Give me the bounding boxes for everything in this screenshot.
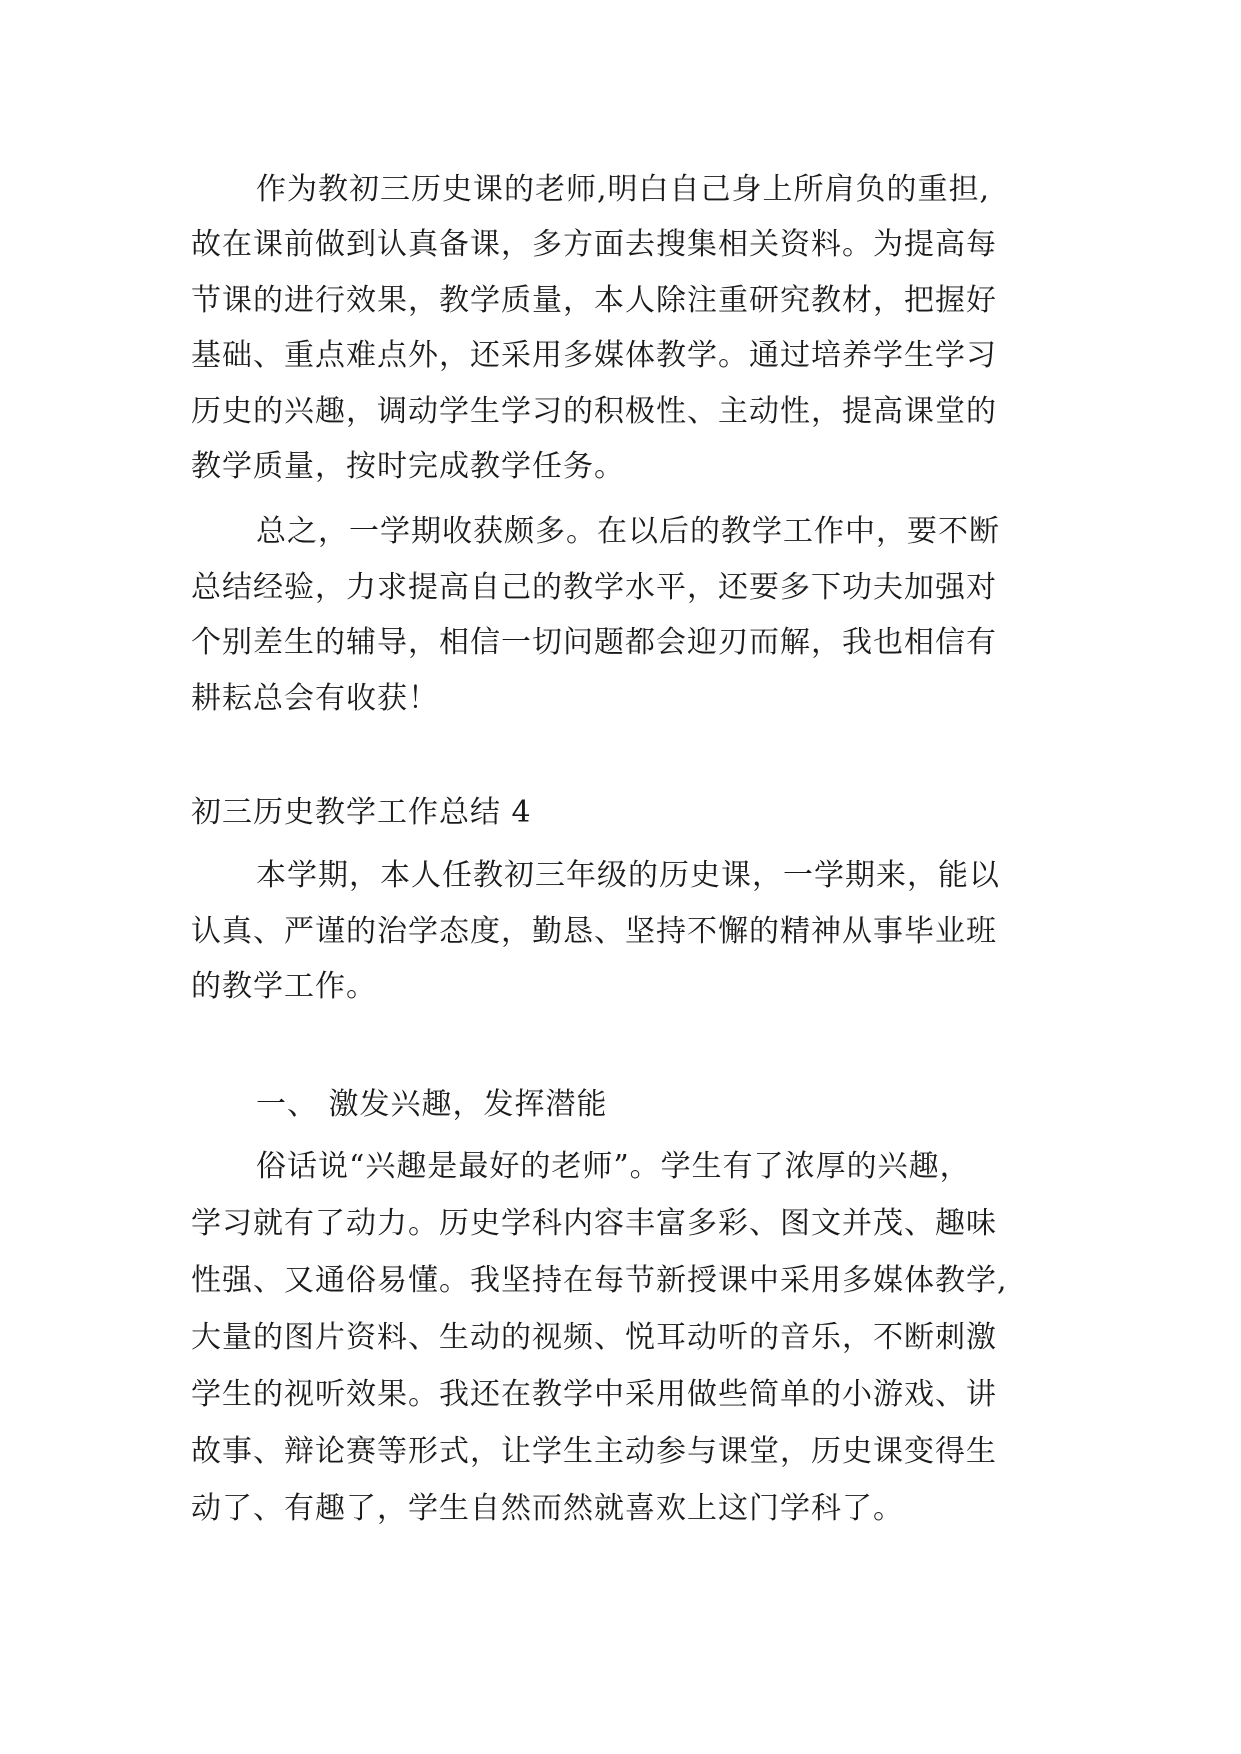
paragraph-line: 耕耘总会有收获！ (191, 681, 439, 716)
paragraph-line: 教学质量，按时完成教学任务。 (191, 449, 625, 484)
paragraph-line: 基础、重点难点外，还采用多媒体教学。通过培养学生学习 (191, 338, 997, 373)
paragraph-line: 学习就有了动力。历史学科内容丰富多彩、图文并茂、趣味 (191, 1206, 997, 1241)
paragraph-line: 作为教初三历史课的老师,明白自己身上所肩负的重担, (256, 172, 991, 207)
paragraph-line: 性强、又通俗易懂。我坚持在每节新授课中采用多媒体教学, (191, 1263, 1008, 1298)
paragraph-line: 故在课前做到认真备课，多方面去搜集相关资料。为提高每 (191, 227, 997, 262)
paragraph-line: 俗话说“兴趣是最好的老师”。学生有了浓厚的兴趣， (256, 1149, 971, 1184)
paragraph-line: 认真、严谨的治学态度，勤恳、坚持不懈的精神从事毕业班 (191, 914, 997, 949)
paragraph-line: 动了、有趣了，学生自然而然就喜欢上这门学科了。 (191, 1491, 904, 1526)
section-title: 初三历史教学工作总结 4 (191, 795, 532, 830)
paragraph-line: 学生的视听效果。我还在教学中采用做些简单的小游戏、讲 (191, 1377, 997, 1412)
paragraph-line: 的教学工作。 (191, 969, 377, 1004)
paragraph-line: 故事、辩论赛等形式，让学生主动参与课堂，历史课变得生 (191, 1434, 997, 1469)
paragraph-line: 个别差生的辅导，相信一切问题都会迎刃而解，我也相信有 (191, 625, 997, 660)
paragraph-line: 总之，一学期收获颇多。在以后的教学工作中，要不断 (256, 514, 1000, 549)
subsection-heading: 一、 激发兴趣，发挥潜能 (256, 1087, 608, 1122)
paragraph-line: 大量的图片资料、生动的视频、悦耳动听的音乐，不断刺激 (191, 1320, 997, 1355)
paragraph-line: 历史的兴趣，调动学生学习的积极性、主动性，提高课堂的 (191, 394, 997, 429)
paragraph-line: 总结经验，力求提高自己的教学水平，还要多下功夫加强对 (191, 570, 997, 605)
paragraph-line: 节课的进行效果，教学质量，本人除注重研究教材，把握好 (191, 283, 997, 318)
paragraph-line: 本学期，本人任教初三年级的历史课，一学期来，能以 (256, 858, 1000, 893)
